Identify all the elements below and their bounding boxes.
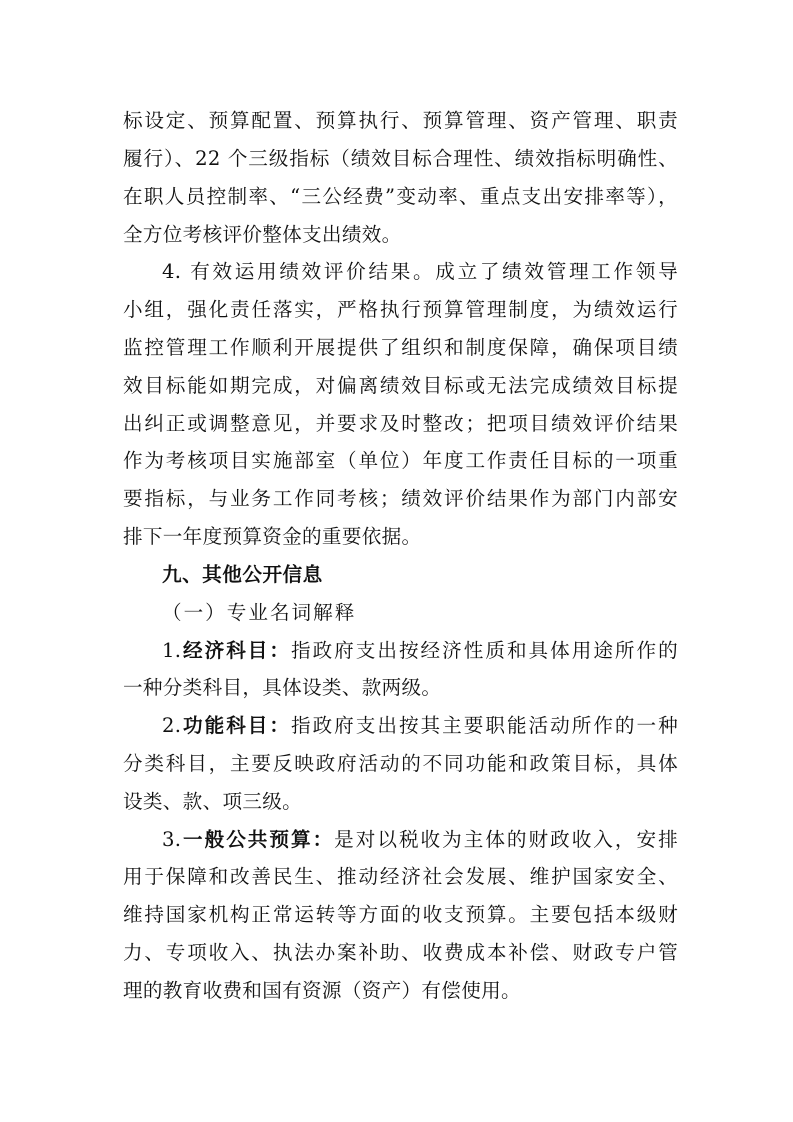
- paragraph-line: 排下一年度预算资金的重要依据。: [123, 525, 422, 548]
- term-number: 2.: [162, 714, 182, 737]
- paragraph-line: 出纠正或调整意见，并要求及时整改；把项目绩效评价结果: [123, 412, 678, 435]
- subsection-heading: （一）专业名词解释: [162, 601, 357, 624]
- paragraph-line: 力、专项收入、执法办案补助、收费成本补偿、财政专户管: [123, 941, 678, 964]
- paragraph-line: 标设定、预算配置、预算执行、预算管理、资产管理、职责: [123, 109, 678, 132]
- paragraph-line: 设类、款、项三级。: [123, 790, 303, 813]
- paragraph-line: 要指标，与业务工作同考核；绩效评价结果作为部门内部安: [123, 487, 678, 510]
- term-number: 1.: [162, 639, 182, 662]
- paragraph-line: 履行）、22 个三级指标（绩效目标合理性、绩效指标明确性、: [123, 147, 678, 170]
- paragraph-line: 维持国家机构正常运转等方面的收支预算。主要包括本级财: [123, 903, 678, 926]
- paragraph-line: 分类科目，主要反映政府活动的不同功能和政策目标，具体: [123, 752, 678, 775]
- term-text: 指政府支出按其主要职能活动所作的一种: [290, 714, 679, 737]
- paragraph-line: 一种分类科目，具体设类、款两级。: [123, 676, 442, 699]
- section-heading: 九、其他公开信息: [162, 563, 323, 586]
- term-text: 指政府支出按经济性质和具体用途所作的: [290, 639, 679, 662]
- paragraph-line: 效目标能如期完成，对偏离绩效目标或无法完成绩效目标提: [123, 374, 678, 397]
- paragraph-line: 作为考核项目实施部室（单位）年度工作责任目标的一项重: [123, 449, 678, 472]
- term-name: 经济科目：: [181, 639, 291, 662]
- paragraph-line: 4. 有效运用绩效评价结果。成立了绩效管理工作领导: [162, 260, 678, 283]
- paragraph-line: 监控管理工作顺利开展提供了组织和制度保障，确保项目绩: [123, 336, 678, 359]
- paragraph-line: 理的教育收费和国有资源（资产）有偿使用。: [123, 979, 521, 1002]
- paragraph-line: 小组，强化责任落实，严格执行预算管理制度，为绩效运行: [123, 298, 678, 321]
- term-name: 一般公共预算：: [181, 828, 335, 851]
- term-definition-line: [162, 712, 678, 740]
- term-definition-line: [162, 826, 678, 854]
- paragraph-line: 全方位考核评价整体支出绩效。: [123, 223, 402, 246]
- term-name: 功能科目：: [181, 714, 291, 737]
- term-number: 3.: [162, 828, 182, 851]
- paragraph-line: 在职人员控制率、“三公经费”变动率、重点支出安排率等），: [123, 185, 678, 208]
- term-definition-line: [162, 637, 678, 665]
- term-text: 是对以税收为主体的财政收入，安排: [334, 828, 678, 851]
- paragraph-line: 用于保障和改善民生、推动经济社会发展、维护国家安全、: [123, 865, 678, 888]
